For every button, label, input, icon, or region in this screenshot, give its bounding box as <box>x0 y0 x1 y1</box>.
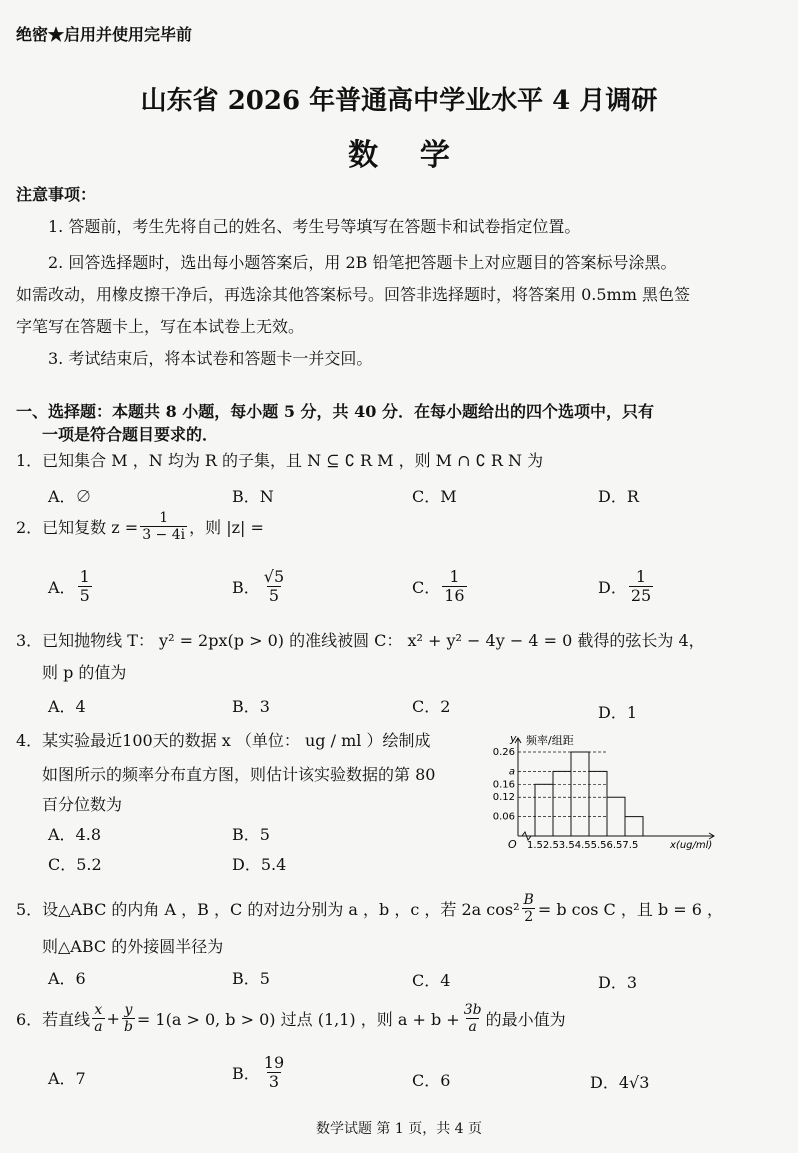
q5-stem-line1 <box>16 892 723 925</box>
frequency-histogram <box>484 728 728 858</box>
q6-middle: = 1(a > 0, b > 0) 过点 (1,1) ，则 a + b + <box>136 1010 460 1030</box>
q4-option-c: C．5.2 <box>48 855 102 874</box>
q2-c-num: 1 <box>449 567 460 586</box>
q6-f3-num: 3b <box>463 1002 482 1018</box>
histogram-bar <box>535 784 553 836</box>
q1-stem: 1．已知集合 M ，N 均为 R 的子集，且 N ⊆ ∁ R M ，则 M ∩ ∁ R N 为 <box>16 451 544 470</box>
histogram-bars <box>535 752 643 836</box>
q2-c-den: 16 <box>444 586 465 606</box>
exam-title: 山东省 2026 年普通高中学业水平 4 月调研 <box>140 86 658 116</box>
q3-option-b: B．3 <box>232 697 270 716</box>
histogram-bar <box>607 797 625 836</box>
y-tick-label: 0.12 <box>492 792 515 804</box>
q5-stem-end: = b cos C ，且 b = 6 ， <box>537 900 724 920</box>
q6-suffix: 的最小值为 <box>485 1010 566 1030</box>
q1-option-c: C．M <box>412 487 457 506</box>
q2-a-num: 1 <box>79 567 90 586</box>
q2-fraction-numerator: 1 <box>159 510 169 526</box>
q4-stem-line3: 百分位数为 <box>42 795 123 814</box>
q2-stem <box>16 510 264 543</box>
section-heading-line1: 一、选择题：本题共 8 小题，每小题 5 分，共 40 分．在每小题给出的四个选项中，只有 <box>16 402 654 421</box>
q2-b-den: 5 <box>268 586 280 606</box>
q2-option-b-fraction <box>262 568 286 606</box>
q5-option-a: A．6 <box>48 969 86 988</box>
q2-option-a-label: A． <box>48 578 76 598</box>
q6-option-a: A．7 <box>48 1069 86 1088</box>
q3-option-c: C．2 <box>412 697 451 716</box>
q2-fraction <box>140 510 187 543</box>
histogram-bar <box>553 771 571 836</box>
q2-fraction-denominator: 3 − 4i <box>142 527 186 544</box>
q3-stem-line1: 3．已知抛物线 T： y² = 2px(p > 0) 的准线被圆 C： x² + y² − 4y − 4 = 0 截得的弦长为 4， <box>16 631 705 650</box>
histogram-bar <box>589 771 607 836</box>
q6-f1-num: x <box>94 1002 103 1018</box>
q2-option-b <box>232 568 288 606</box>
q4-option-a: A．4.8 <box>48 825 102 844</box>
x-tick-labels: 1.52.53.54.55.56.57.5 <box>527 840 639 851</box>
q6-plus: + <box>106 1009 120 1029</box>
q6-prefix: 6．若直线 <box>16 1010 91 1030</box>
histogram-bar <box>571 752 589 836</box>
q1-option-b: B．N <box>232 487 274 506</box>
secrecy-label: 绝密★启用并使用完毕前 <box>16 25 193 44</box>
q6-option-b <box>232 1054 288 1092</box>
histogram-bar <box>625 817 643 836</box>
y-tick-label: 0.26 <box>492 747 515 758</box>
q6-b-den: 3 <box>268 1072 280 1092</box>
q6-stem <box>16 1002 566 1035</box>
q2-a-den: 5 <box>79 586 90 606</box>
q4-option-b: B．5 <box>232 825 270 844</box>
histogram-axes <box>515 738 714 840</box>
y-tick-label: 0.06 <box>492 811 515 823</box>
x-axis-label: x(ug/ml) <box>670 840 713 851</box>
q2-b-num: √5 <box>263 567 285 586</box>
q3-option-a: A．4 <box>48 697 86 716</box>
page-footer: 数学试题 第 1 页，共 4 页 <box>315 1121 483 1137</box>
q2-option-a-fraction <box>78 568 92 606</box>
q2-option-d <box>598 568 655 606</box>
q6-option-d: D．4√3 <box>590 1073 650 1092</box>
chart-title: 频率/组距 <box>526 734 574 747</box>
q4-stem-line2: 如图所示的频率分布直方图，则估计该实验数据的第 80 <box>42 765 436 784</box>
q2-suffix: ，则 |z| = <box>189 518 264 538</box>
y-tick-label: 0.16 <box>492 779 515 791</box>
q6-f3-den: a <box>468 1019 477 1036</box>
notes-heading: 注意事项： <box>16 185 97 204</box>
q6-option-b-label: B． <box>232 1064 260 1084</box>
q6-f1-den: a <box>94 1019 103 1036</box>
q6-fraction-3b-over-a <box>462 1002 484 1035</box>
q5-stem-start: 5．设△ABC 的内角 A ，B ，C 的对边分别为 a ，b ，c ，若 2a cos² <box>16 900 520 920</box>
section-heading-line2: 一项是符合题目要求的． <box>42 425 219 444</box>
q1-option-a: A．∅ <box>48 487 92 506</box>
q2-option-c-fraction <box>442 568 466 606</box>
q2-option-a <box>48 568 94 606</box>
q2-option-d-label: D． <box>598 578 627 598</box>
q6-f2-num: y <box>124 1002 133 1018</box>
q5-option-b: B．5 <box>232 969 270 988</box>
q3-option-d: D．1 <box>598 703 638 722</box>
q1-option-d: D．R <box>598 487 639 506</box>
q4-stem-line1: 4．某实验最近100天的数据 x （单位： ug / ml ）绘制成 <box>16 731 431 750</box>
q5-fraction <box>522 892 536 925</box>
q3-stem-line2: 则 p 的值为 <box>42 663 127 682</box>
q6-fraction-y-over-b <box>122 1002 135 1035</box>
q2-d-den: 25 <box>630 586 652 606</box>
q5-stem-line2: 则△ABC 的外接圆半径为 <box>42 937 224 956</box>
y-axis-label: y <box>510 732 517 745</box>
q6-option-c: C．6 <box>412 1071 451 1090</box>
q6-fraction-x-over-a <box>92 1002 104 1035</box>
q2-option-c <box>412 568 469 606</box>
note-item-3: 3. 考试结束后，将本试卷和答题卡一并交回。 <box>48 349 373 368</box>
q4-option-d: D．5.4 <box>232 855 287 874</box>
q5-option-c: C．4 <box>412 971 451 990</box>
q5-option-d: D．3 <box>598 973 638 992</box>
q2-option-d-fraction <box>629 568 653 606</box>
q5-fraction-numerator: B <box>523 892 534 908</box>
q2-prefix: 2．已知复数 z = <box>16 518 139 538</box>
q2-option-c-label: C． <box>412 578 441 598</box>
origin-label: O <box>508 838 517 851</box>
q6-option-b-fraction <box>262 1054 286 1092</box>
q6-f2-den: b <box>123 1019 133 1036</box>
q2-option-b-label: B． <box>232 578 260 598</box>
note-item-2-cont2: 字笔写在答题卡上，写在本试卷上无效。 <box>16 317 305 336</box>
note-item-1: 1. 答题前，考生先将自己的姓名、考生号等填写在答题卡和试卷指定位置。 <box>48 217 581 236</box>
q5-fraction-denominator: 2 <box>524 909 534 926</box>
subject-title: 数 学 <box>348 138 450 173</box>
note-item-2: 2. 回答选择题时，选出每小题答案后，用 2B 铅笔把答题卡上对应题目的答案标号涂黑。 <box>48 253 677 272</box>
note-item-2-cont1: 如需改动，用橡皮擦干净后，再选涂其他答案标号。回答非选择题时，将答案用 0.5mm 黑色签 <box>16 285 690 304</box>
q6-b-num: 19 <box>263 1053 285 1072</box>
y-tick-label: a <box>508 766 515 778</box>
q2-d-num: 1 <box>635 567 647 586</box>
